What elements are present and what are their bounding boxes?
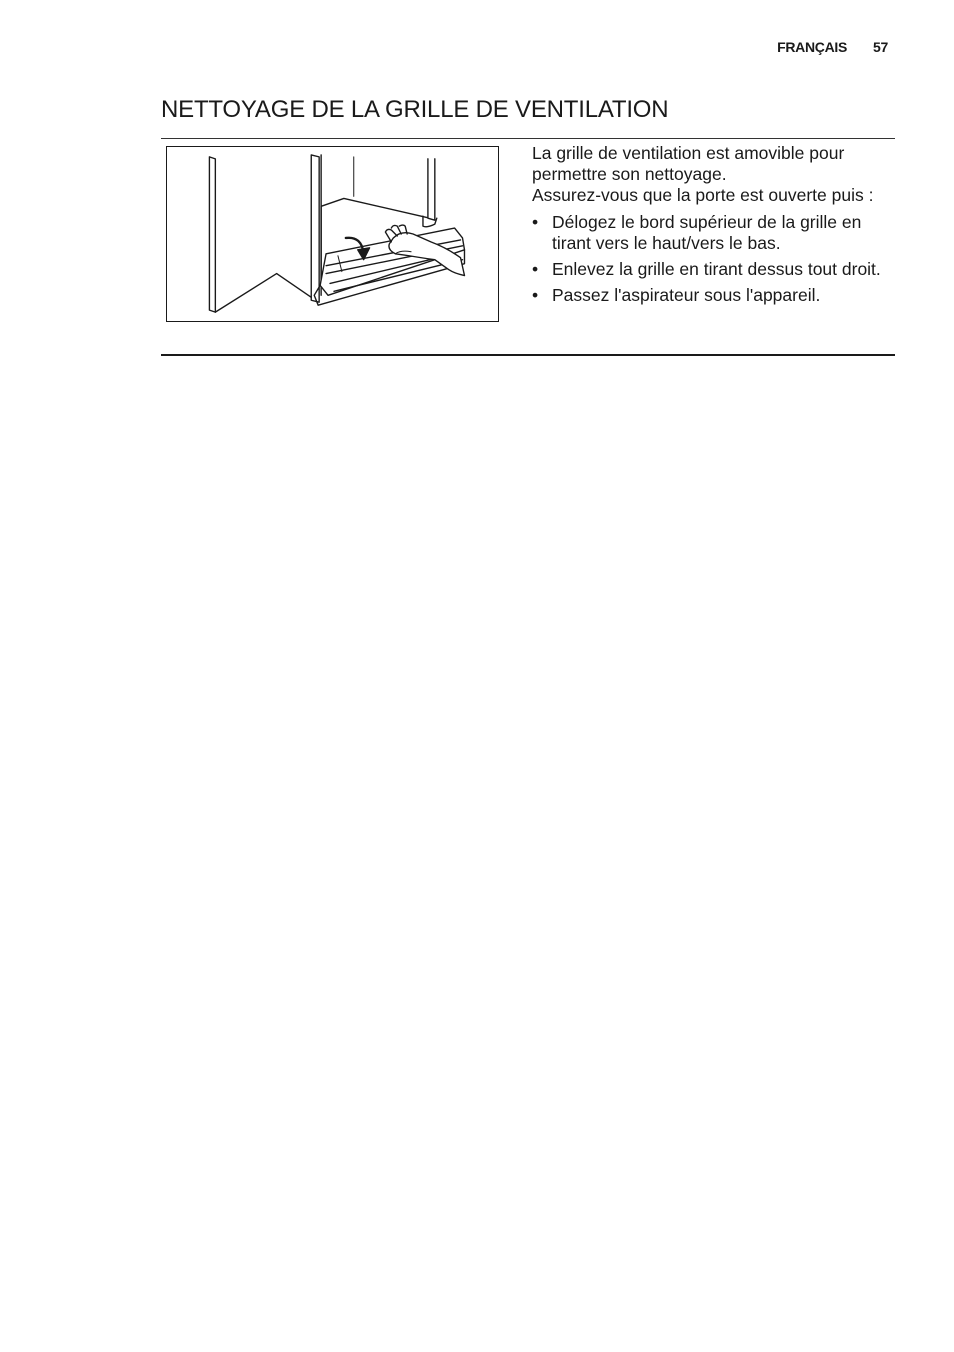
table-top-rule <box>161 138 895 139</box>
intro-paragraph-2: Assurez-vous que la porte est ouverte puis : <box>532 185 874 205</box>
intro-paragraph-1: La grille de ventilation est amovible pour permettre son nettoyage. <box>532 143 845 184</box>
step-text: Passez l'aspirateur sous l'appareil. <box>552 285 821 305</box>
section-title: NETTOYAGE DE LA GRILLE DE VENTILATION <box>161 96 669 123</box>
page-header <box>777 39 888 55</box>
bullet-icon: • <box>532 212 539 232</box>
list-item <box>532 285 882 306</box>
step-text: Enlevez la grille en tirant dessus tout droit. <box>552 259 881 279</box>
list-item <box>532 259 882 280</box>
table-bottom-rule <box>161 354 895 356</box>
bullet-icon: • <box>532 259 539 279</box>
list-item <box>532 212 882 254</box>
step-text: Délogez le bord supérieur de la grille en tirant vers le haut/vers le bas. <box>552 212 862 253</box>
header-language: FRANÇAIS <box>777 39 848 55</box>
vent-grille-removal-illustration <box>166 146 499 322</box>
steps-list <box>532 212 882 306</box>
instructions-text <box>532 143 882 311</box>
bullet-icon: • <box>532 285 539 305</box>
page-number: 57 <box>873 39 888 55</box>
